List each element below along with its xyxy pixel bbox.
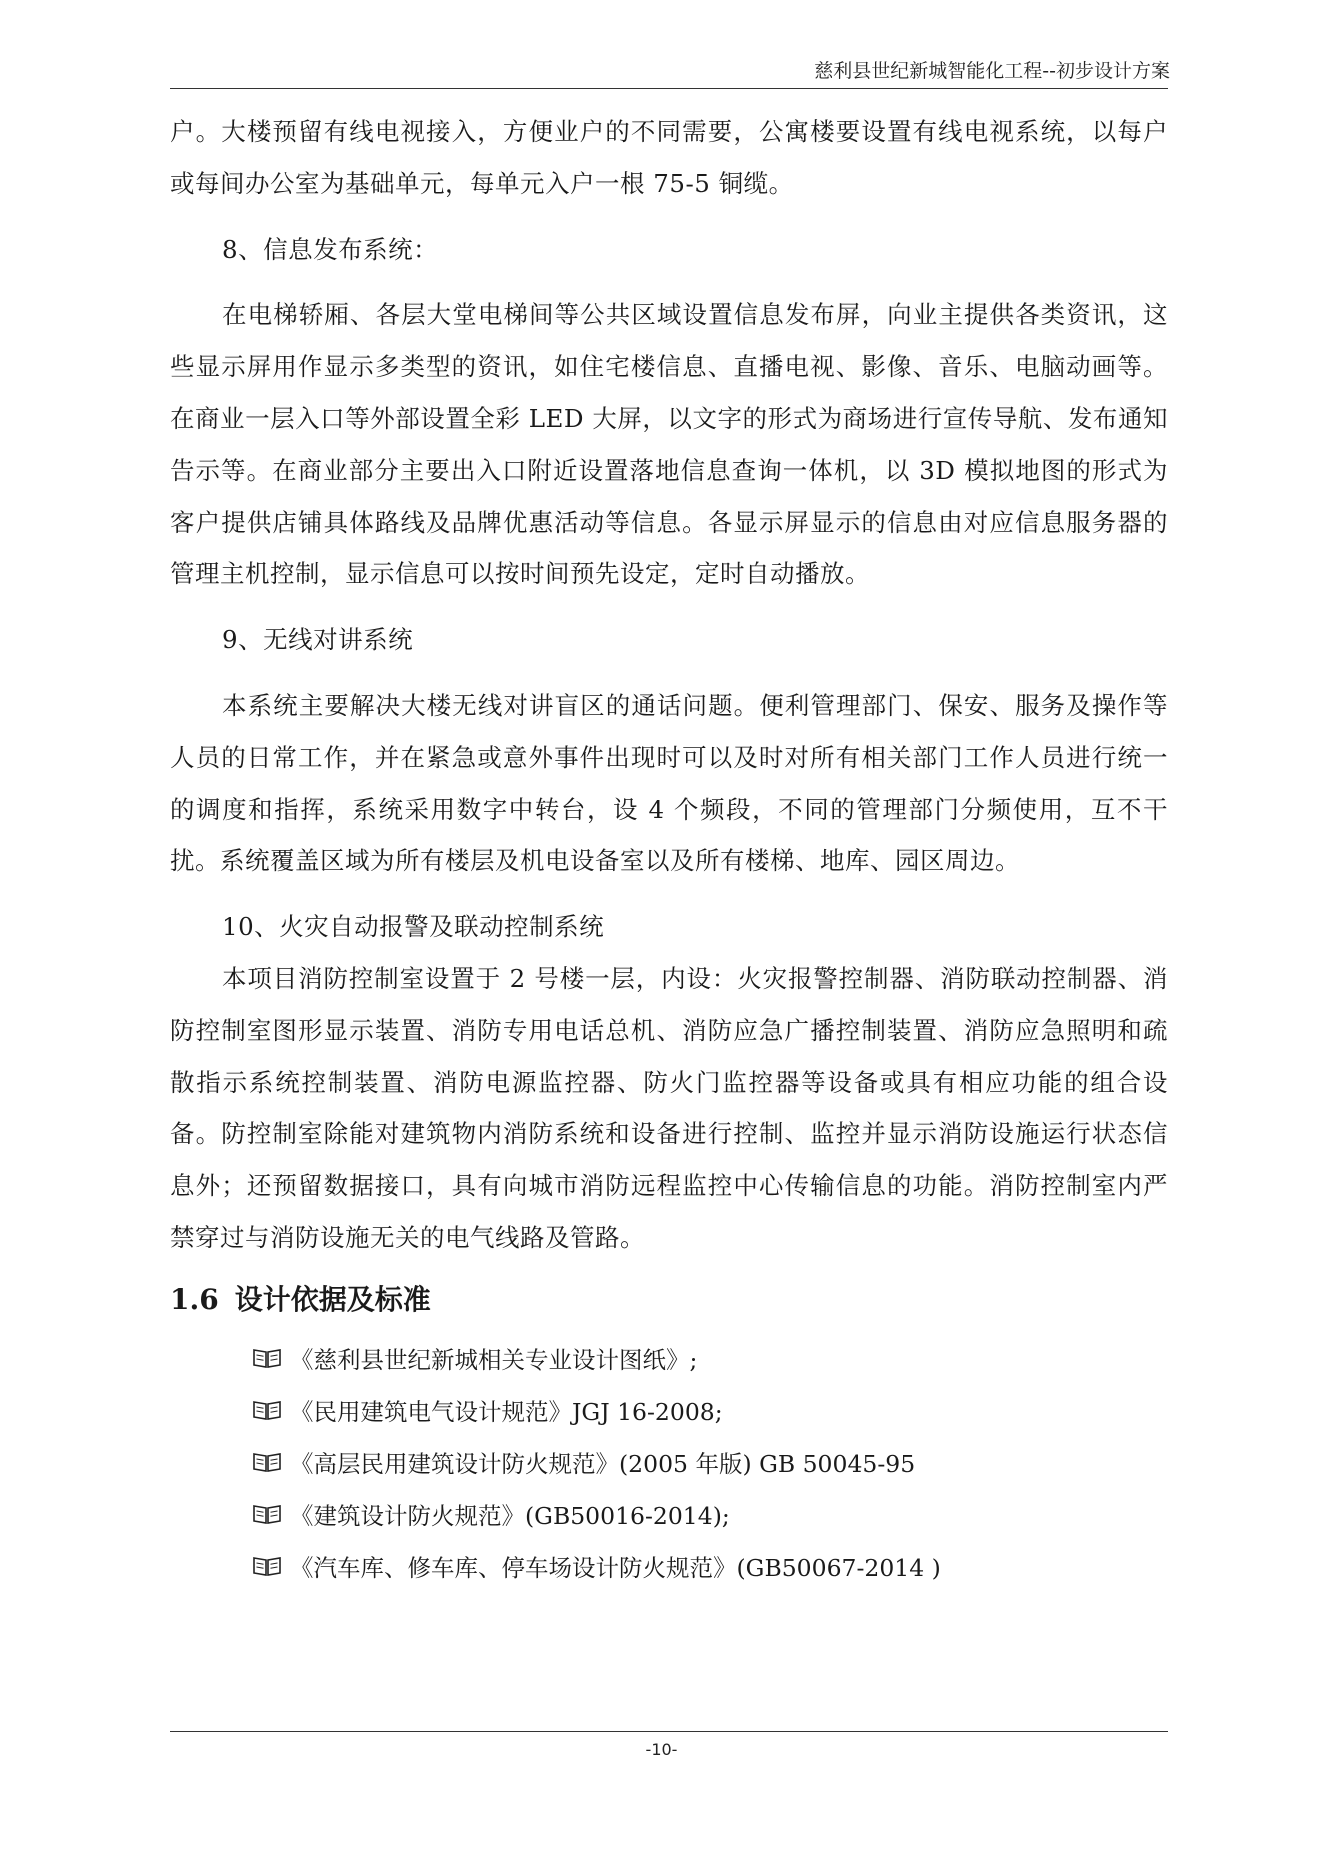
section-number: 1.6	[170, 1282, 219, 1316]
book-icon	[252, 1399, 282, 1421]
section-9-heading: 9、无线对讲系统	[222, 625, 414, 655]
list-item	[252, 1540, 1168, 1592]
document-header-title: 慈利县世纪新城智能化工程--初步设计方案	[814, 60, 1170, 82]
continued-paragraph: 户。大楼预留有线电视接入，方便业户的不同需要，公寓楼要设置有线电视系统，以每户或每间办公室为基础单元，每单元入户一根 75-5 铜缆。	[170, 117, 1168, 198]
section-title: 设计依据及标准	[234, 1282, 431, 1316]
book-icon	[252, 1503, 282, 1525]
list-item	[252, 1332, 1168, 1384]
section-10-heading: 10、火灾自动报警及联动控制系统	[222, 912, 605, 942]
reference-text: 《高层民用建筑设计防火规范》(2005 年版) GB 50045-95	[290, 1449, 916, 1478]
list-item	[252, 1488, 1168, 1540]
reference-text: 《民用建筑电气设计规范》JGJ 16-2008;	[290, 1397, 723, 1426]
reference-list	[170, 1332, 1168, 1592]
book-icon	[252, 1555, 282, 1577]
section-1-6-heading	[170, 1278, 1168, 1322]
reference-text: 《慈利县世纪新城相关专业设计图纸》;	[290, 1345, 698, 1374]
section-9-paragraph: 本系统主要解决大楼无线对讲盲区的通话问题。便利管理部门、保安、服务及操作等人员的日常工作，并在紧急或意外事件出现时可以及时对所有相关部门工作人员进行统一的调度和指挥，系统采用数字中转台，设 4 个频段，不同的管理部门分频使用，互不干扰。系统覆盖区域为所有楼层及机电设备室以及所有楼梯、地库、园区周边。	[170, 690, 1168, 876]
section-8-heading: 8、信息发布系统：	[222, 234, 439, 264]
page-number: -10-	[645, 1740, 678, 1759]
book-icon	[252, 1451, 282, 1473]
list-item	[252, 1436, 1168, 1488]
list-item	[252, 1384, 1168, 1436]
book-icon	[252, 1347, 282, 1369]
reference-text: 《建筑设计防火规范》(GB50016-2014);	[290, 1501, 730, 1530]
reference-text: 《汽车库、修车库、停车场设计防火规范》(GB50067-2014 )	[290, 1553, 941, 1582]
header-rule	[170, 88, 1168, 89]
section-8-paragraph: 在电梯轿厢、各层大堂电梯间等公共区域设置信息发布屏，向业主提供各类资讯，这些显示屏用作显示多类型的资讯，如住宅楼信息、直播电视、影像、音乐、电脑动画等。在商业一层入口等外部设置全彩 LED 大屏，以文字的形式为商场进行宣传导航、发布通知告示等。在商业部分主要出入口附近设置落地信息查询一体机，以 3D 模拟地图的形式为客户提供店铺具体路线及品牌优惠活动等信息。各显示屏显示的信息由对应信息服务器的管理主机控制，显示信息可以按时间预先设定，定时自动播放。	[170, 300, 1168, 589]
footer-rule	[170, 1731, 1168, 1732]
document-body	[170, 106, 1168, 1592]
section-10-paragraph: 本项目消防控制室设置于 2 号楼一层，内设：火灾报警控制器、消防联动控制器、消防控制室图形显示装置、消防专用电话总机、消防应急广播控制装置、消防应急照明和疏散指示系统控制装置、消防电源监控器、防火门监控器等设备或具有相应功能的组合设备。防控制室除能对建筑物内消防系统和设备进行控制、监控并显示消防设施运行状态信息外；还预留数据接口，具有向城市消防远程监控中心传输信息的功能。消防控制室内严禁穿过与消防设施无关的电气线路及管路。	[170, 963, 1168, 1252]
